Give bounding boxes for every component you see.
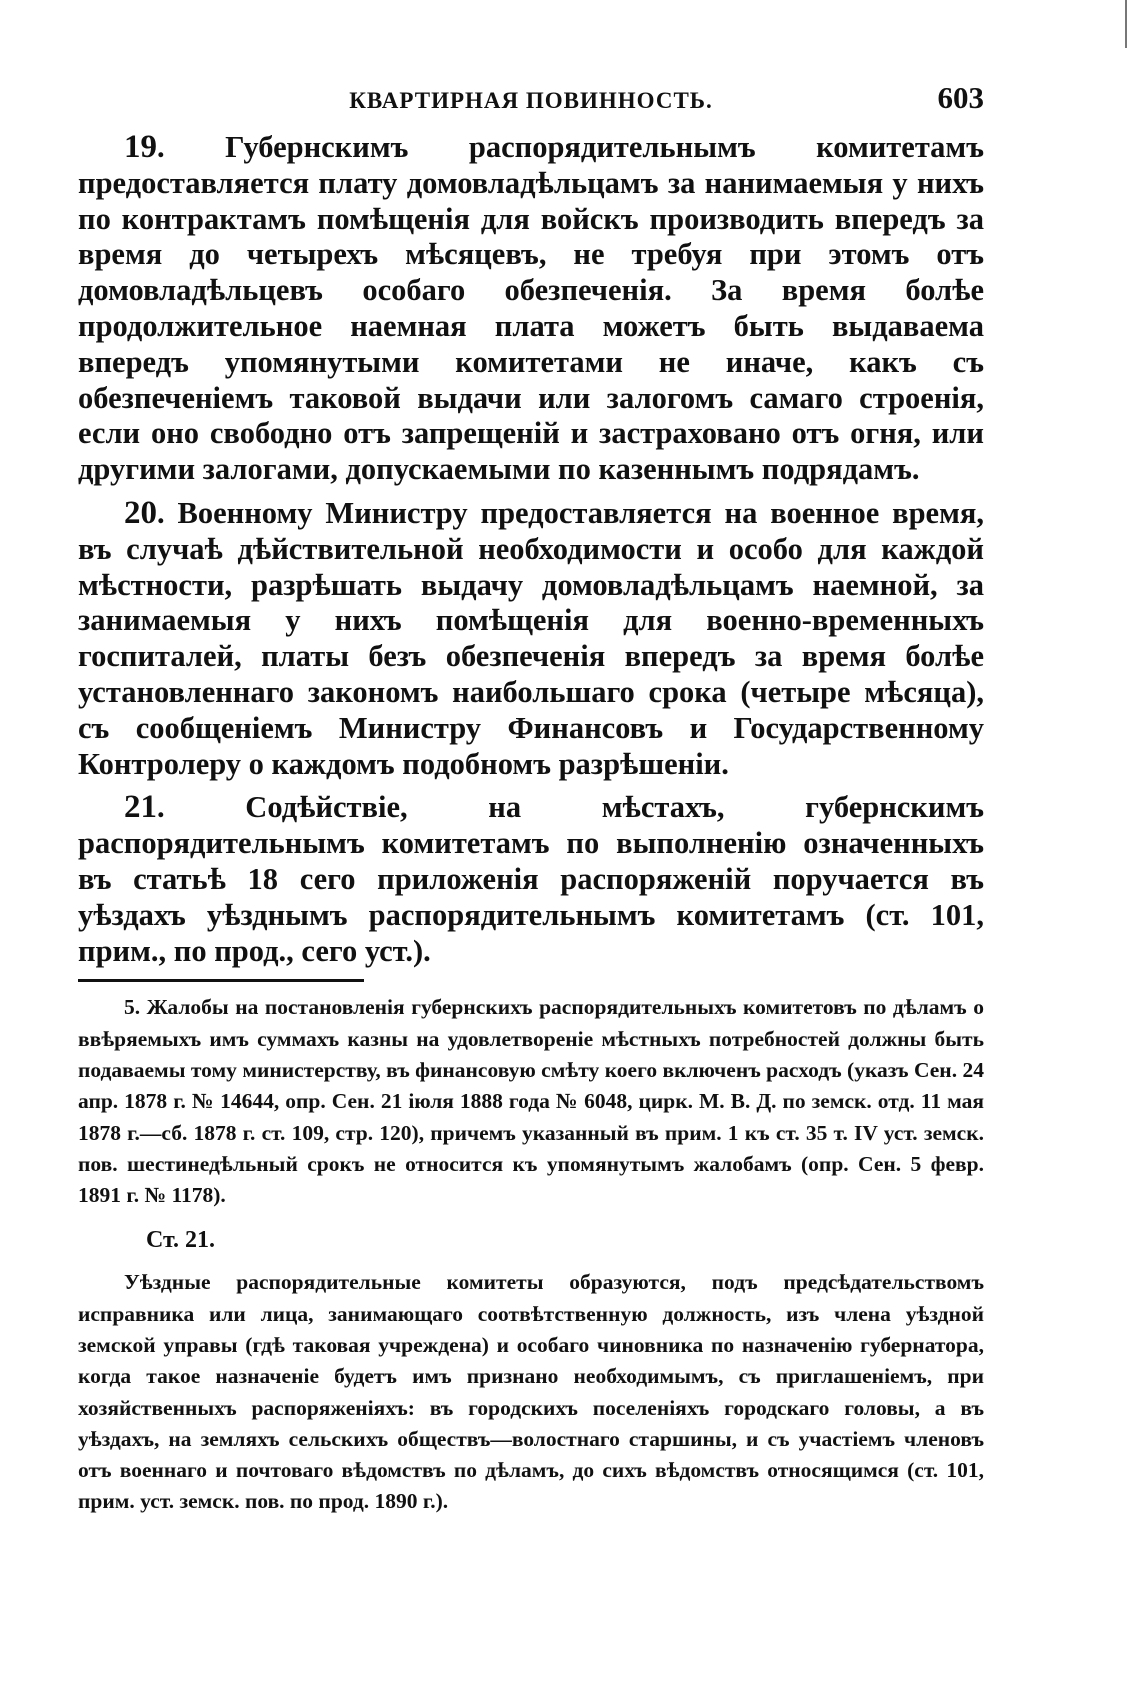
note-heading-st-21: Ст. 21. — [146, 1227, 215, 1254]
article-text: Военному Министру предоставляется на военное время, въ случаѣ дѣйствительной необходимости и особо для каждой мѣстности, разрѣшать выдачу домовладѣльцамъ наемной, за занимаемыя у нихъ помѣщенія для военно-временныхъ госпиталей, платы безъ обезпеченія впередъ за время болѣе установленнаго закономъ наибольшаго срока (четыре мѣсяца), съ сообщеніемъ Министру Финансовъ и Государственному Контролеру о каждомъ подобномъ разрѣшеніи. — [78, 495, 984, 781]
running-head: КВАРТИРНАЯ ПОВИННОСТЬ. — [349, 88, 713, 113]
article-21: 21. Содѣйствіе, на мѣстахъ, губернскимъ распорядительнымъ комитетамъ по выполненію означенныхъ въ статьѣ 18 сего приложенія распоряженій поручается въ уѣздахъ уѣзднымъ распорядительнымъ комитетамъ (ст. 101, прим., по прод., сего уст.). — [78, 789, 985, 968]
article-19: 19. Губернскимъ распорядительнымъ комитетамъ предоставляется плату домовладѣльцамъ за нанимаемыя у нихъ по контрактамъ помѣщенія для войскъ производить впередъ за время до четырехъ мѣсяцевъ, не требуя при этомъ отъ домовладѣльцевъ особаго обезпеченія. За время болѣе продолжительное наемная плата можетъ быть выдаваема впередъ упомянутыми комитетами не иначе, какъ съ обезпеченіемъ таковой выдачи или залогомъ самаго строенія, если оно свободно отъ запрещеній и застраховано отъ огня, или другими залогами, допускаемыми по казеннымъ подрядамъ. — [78, 129, 984, 487]
page-number: 603 — [937, 80, 984, 115]
article-20: 20. Военному Министру предоставляется на военное время, въ случаѣ дѣйствительной необходимости и особо для каждой мѣстности, разрѣшать выдачу домовладѣльцамъ наемной, за занимаемыя у нихъ помѣщенія для военно-временныхъ госпиталей, платы безъ обезпеченія впередъ за время болѣе установленнаго закономъ наибольшаго срока (четыре мѣсяца), съ сообщеніемъ Министру Финансовъ и Государственному Контролеру о каждомъ подобномъ разрѣшеніи. — [78, 494, 984, 781]
footnote-5: 5. Жалобы на постановленія губернскихъ распорядительныхъ комитетовъ по дѣламъ о ввѣряемыхъ имъ суммахъ казны на удовлетвореніе мѣстныхъ потребностей должны быть подаваемы тому министерству, въ финансовую смѣту коего включенъ расходъ (указъ Сен. 24 апр. 1878 г. № 14644, опр. Сен. 21 іюля 1888 года № 6048, цирк. М. В. Д. по земск. отд. 11 мая 1878 г.—сб. 1878 г. ст. 109, стр. 120), причемъ указанный въ прим. 1 къ ст. 35 т. IV уст. земск. пов. шестинедѣльный срокъ не относится къ упомянутымъ жалобамъ (опр. Сен. 5 февр. 1891 г. № 1178). — [78, 995, 984, 1208]
article-number: 21 — [124, 789, 157, 826]
article-text: Содѣйствіе, на мѣстахъ, губернскимъ распорядительнымъ комитетамъ по выполненію означенныхъ въ статьѣ 18 сего приложенія распоряженій поручается въ уѣздахъ уѣзднымъ распорядительнымъ комитетамъ (ст. 101, прим., по прод., сего уст.). — [78, 790, 985, 968]
page-header — [78, 70, 984, 124]
book-page — [78, 70, 984, 1518]
scan-edge-mark — [1125, 0, 1127, 48]
footnote-rule — [78, 979, 364, 982]
article-text: Губернскимъ распорядительнымъ комитетамъ предоставляется плату домовладѣльцамъ за нанимаемыя у нихъ по контрактамъ помѣщенія для войскъ производить впередъ за время до четырехъ мѣсяцевъ, не требуя при этомъ отъ домовладѣльцевъ особаго обезпеченія. За время болѣе продолжительное наемная плата можетъ быть выдаваема впередъ упомянутыми комитетами не иначе, какъ съ обезпеченіемъ таковой выдачи или залогомъ самаго строенія, если оно свободно отъ запрещеній и застраховано отъ огня, или другими залогами, допускаемыми по казеннымъ подрядамъ. — [78, 130, 984, 487]
article-number: 19 — [124, 129, 157, 165]
footnote-st-21: Уѣздные распорядительные комитеты образуются, подъ предсѣдательствомъ исправника или лица, занимающаго соотвѣтственную должность, изъ члена уѣздной земской управы (гдѣ таковая учреждена) и особаго чиновника по назначенію губернатора, когда такое назначеніе будетъ имъ признано необходимымъ, съ приглашеніемъ, при хозяйственныхъ распоряженіяхъ: въ городскихъ поселеніяхъ городскаго головы, а въ уѣздахъ, на земляхъ сельскихъ обществъ—волостнаго старшины, и съ участіемъ членовъ отъ военнаго и почтоваго вѣдомствъ по дѣламъ, до сихъ вѣдомствъ относящимся (ст. 101, прим. уст. земск. пов. по прод. 1890 г.). — [78, 1270, 984, 1514]
article-number: 20 — [124, 494, 157, 531]
